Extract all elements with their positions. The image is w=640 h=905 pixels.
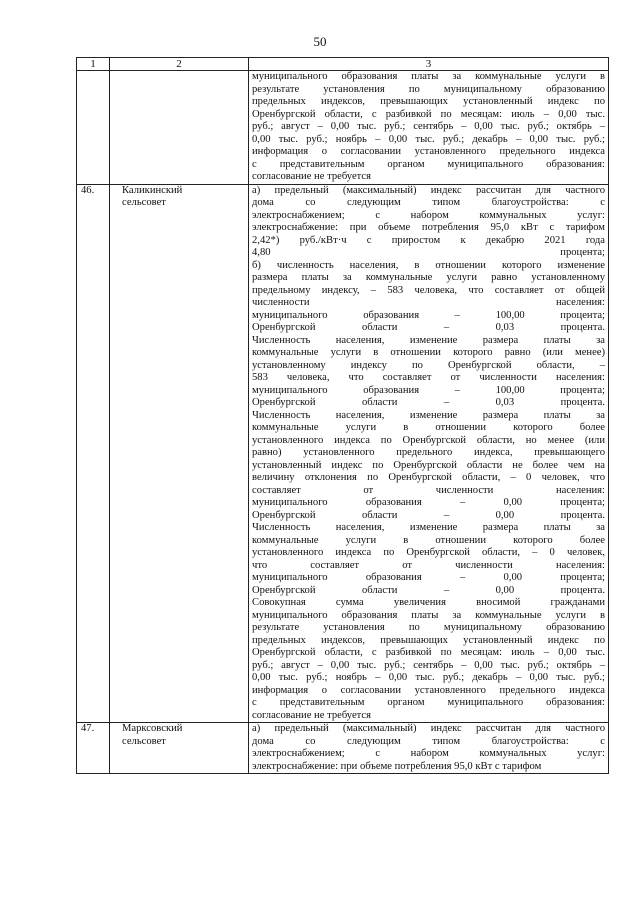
text-line: согласование не требуется: [252, 709, 372, 721]
text-line: Оренбургской области, с разбивкой по месяцам: июль – 0,00 тыс.: [252, 647, 605, 658]
text-line: 583 человека, что составляет от численности населения:: [252, 372, 605, 383]
text-line: муниципального образования платы за коммунальные услуги в: [252, 71, 605, 82]
document-table: [76, 57, 609, 774]
text-line: б) численность населения, в отношении которого изменение: [252, 259, 605, 271]
table-header-row: [77, 58, 609, 71]
text-line: с представительным органом муниципального образования:: [252, 158, 605, 170]
text-line: величину отклонения по Оренбургской области, – 0 человек, что: [252, 472, 605, 483]
text-line: муниципального образования – 0,00 процента;: [252, 572, 605, 583]
description-cell: [249, 723, 609, 774]
text-line: дома со следующим типом благоустройства: с: [252, 197, 605, 208]
municipality-name: Каликинский сельсовет: [110, 184, 249, 723]
text-line: Численность населения, изменение размера платы за: [252, 334, 605, 346]
text-line: предельных индексов, превышающих установленный индекс по: [252, 96, 605, 107]
text-line: результате установления по муниципальному образованию: [252, 83, 605, 95]
text-line: составляет от численности населения:: [252, 484, 605, 496]
text-line: установленного индекса по Оренбургской области, – 0 человек,: [252, 547, 605, 558]
text-line: результате установления по муниципальному образованию: [252, 622, 605, 633]
text-line: муниципального образования платы за коммунальные услуги в: [252, 609, 605, 621]
text-line: электроснабжением; с набором коммунальных услуг:: [252, 748, 605, 759]
text-line: что составляет от численности населения:: [252, 559, 605, 571]
text-line: Оренбургской области – 0,00 процента.: [252, 584, 605, 596]
column-header-1: 1: [77, 58, 110, 71]
column-header-2: 2: [110, 58, 249, 71]
text-line: Оренбургской области – 0,03 процента.: [252, 397, 605, 408]
table-row: [77, 71, 609, 185]
text-line: предельных индексов, превышающих установленный индекс по: [252, 634, 605, 646]
text-line: Оренбургской области, с разбивкой по месяцам: июль – 0,00 тыс.: [252, 108, 605, 120]
page-number: 50: [313, 34, 327, 49]
text-line: а) предельный (максимальный) индекс рассчитан для частного: [252, 184, 605, 196]
text-line: муниципального образования – 0,00 процента;: [252, 497, 605, 508]
text-line: информация о согласовании установленного предельного индекса: [252, 684, 605, 696]
text-line: размера платы за коммунальные услуги равно установленному: [252, 272, 605, 283]
text-line: а) предельный (максимальный) индекс рассчитан для частного: [252, 723, 605, 734]
text-line: согласование не требуется: [252, 171, 372, 182]
text-line: установленному индексу по Оренбургской области, –: [252, 359, 605, 371]
text-line: Оренбургской области – 0,03 процента.: [252, 322, 605, 333]
text-line: установленного индекса по Оренбургской области, но менее (или: [252, 434, 605, 446]
text-line: коммунальные услуги в отношении которого равно (или менее): [252, 347, 605, 358]
text-line: муниципального образования – 100,00 процента;: [252, 309, 605, 321]
text-line: 4,80 процента;: [252, 247, 605, 258]
text-line: равно) установленного предельного индекса, превышающего: [252, 447, 605, 458]
text-line: коммунальные услуги в отношении которого более: [252, 422, 605, 433]
text-line: Совокупная сумма увеличения вносимой гражданами: [252, 597, 605, 608]
municipality-name: [110, 71, 249, 185]
text-line: Численность населения, изменение размера платы за: [252, 522, 605, 533]
text-line: предельному индексу, – 583 человека, что составляет от общей: [252, 284, 605, 296]
text-line: дома со следующим типом благоустройства: с: [252, 735, 605, 747]
text-line: электроснабжение: при объеме потребления 95,0 кВт с тарифом: [252, 222, 605, 233]
text-line: руб.; август – 0,00 тыс. руб.; сентябрь – 0,00 тыс. руб.; октябрь –: [252, 121, 605, 132]
text-line: электроснабжением; с набором коммунальных услуг:: [252, 209, 605, 221]
row-number: 47.: [77, 723, 110, 774]
text-line: коммунальные услуги в отношении которого более: [252, 534, 605, 546]
table-row: [77, 184, 609, 723]
text-line: электроснабжение: при объеме потребления 95,0 кВт с тарифом: [252, 760, 542, 772]
text-line: информация о согласовании установленного предельного индекса: [252, 146, 605, 157]
text-line: 0,00 тыс. руб.; ноябрь – 0,00 тыс. руб.; декабрь – 0,00 тыс. руб.;: [252, 133, 605, 145]
column-header-3: 3: [249, 58, 609, 71]
description-cell: [249, 184, 609, 723]
text-line: Оренбургской области – 0,00 процента.: [252, 509, 605, 521]
row-number: 46.: [77, 184, 110, 723]
text-line: численности населения:: [252, 297, 605, 308]
text-line: Численность населения, изменение размера платы за: [252, 409, 605, 421]
text-line: 2,42*) руб./кВт·ч с приростом к декабрю 2021 года: [252, 234, 605, 246]
text-line: 0,00 тыс. руб.; ноябрь – 0,00 тыс. руб.; декабрь – 0,00 тыс. руб.;: [252, 672, 605, 683]
text-line: руб.; август – 0,00 тыс. руб.; сентябрь – 0,00 тыс. руб.; октябрь –: [252, 659, 605, 671]
municipality-name: Марксовский сельсовет: [110, 723, 249, 774]
text-line: установленный индекс по Оренбургской области не более чем на: [252, 459, 605, 471]
table-row: [77, 723, 609, 774]
description-cell: [249, 71, 609, 185]
row-number: [77, 71, 110, 185]
text-line: муниципального образования – 100,00 процента;: [252, 384, 605, 396]
text-line: с представительным органом муниципального образования:: [252, 697, 605, 708]
